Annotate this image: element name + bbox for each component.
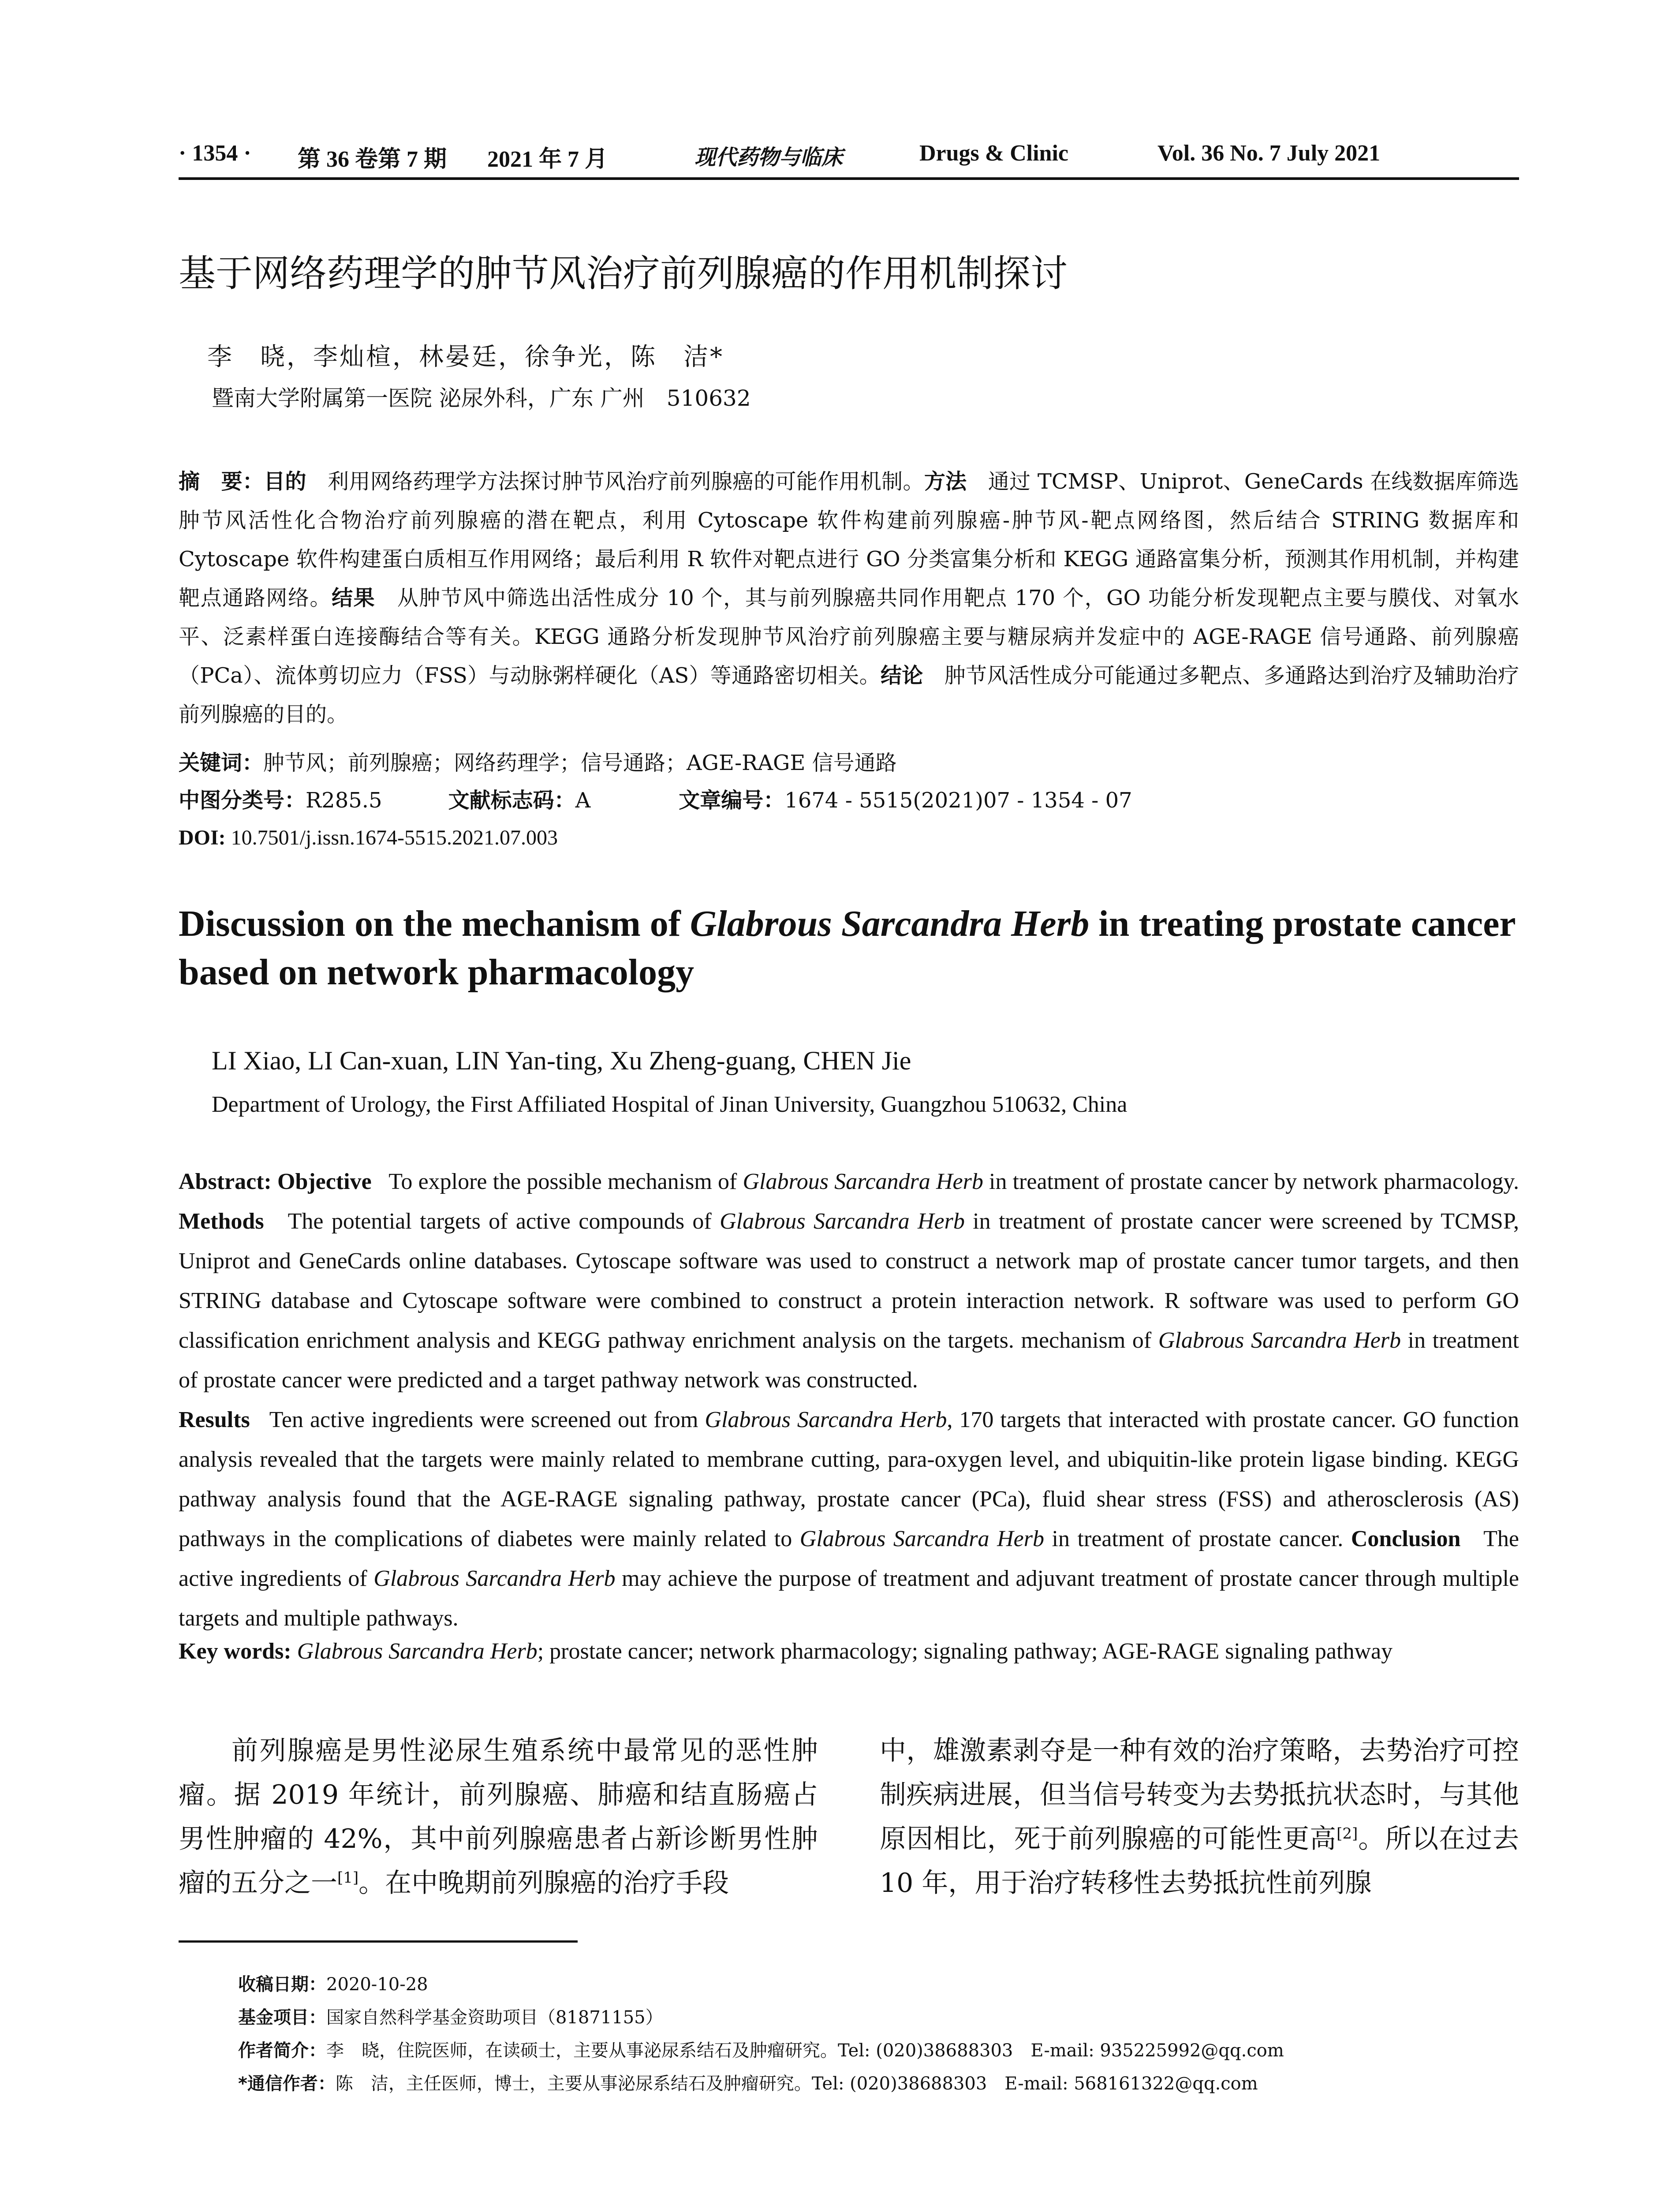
received-label: 收稿日期： [238,1974,326,1995]
herb-name: Glabrous Sarcandra Herb [720,1209,965,1234]
body-right-text-end: 。所以在过去 10 年，用于治疗转移性去势抵抗性前列腺 [880,1824,1519,1899]
clc-value: R285.5 [306,788,382,813]
article-no-value: 1674 - 5515(2021)07 - 1354 - 07 [784,788,1132,813]
doi-value[interactable]: 10.7501/j.issn.1674-5515.2021.07.003 [231,826,558,849]
body-right-text: 中，雄激素剥夺是一种有效的治疗策略，去势治疗可控制疾病进展，但当信号转变为去势抵抗状态时，与其他原因相比，死于前列腺癌的可能性更高 [880,1735,1519,1854]
objective-en-a: To explore the possible mechanism of [388,1169,743,1194]
body-left-text-end: 。在中晚期前列腺癌的治疗手段 [358,1868,729,1899]
footnote-author [238,2037,1284,2064]
date-cn: 2021 年 7 月 [487,147,608,172]
methods-cn: 通过 TCMSP、Uniprot、GeneCards 在线数据库筛选肿节风活性化合物治疗前列腺癌的潜在靶点，利用 Cytoscape 软件构建前列腺癌-肿节风-靶点网络图，然后结合 STRING 数据库和 Cytoscape 软件构建蛋白质相互作用网络；最后利用 R 软件对靶点进行 GO 分类富集分析和 KEGG 通路富集分析，预测其作用机制，并构建靶点通路网络。 [179,469,1519,610]
herb-name: Glabrous Sarcandra Herb [705,1407,947,1432]
body-column-right [880,1729,1519,1905]
herb-name: Glabrous Sarcandra Herb [743,1169,983,1194]
authors-cn: 李 晓，李灿楦，林晏廷，徐争光，陈 洁* [207,343,724,371]
methods-en-c: in treatment of prostate cancer were predicted and a target pathway network was constructed. [179,1328,1519,1393]
conclusion-cn-label: 结论 [880,663,923,688]
corresponding-text: 陈 洁，主任医师，博士，主要从事泌尿系结石及肿瘤研究。Tel: (020)38688303 E-mail: 568161322@qq.com [335,2074,1258,2094]
doc-code-value: A [575,788,591,813]
objective-cn-label: 目的 [264,469,306,494]
conclusion-cn: 肿节风活性成分可能通过多靶点、多通路达到治疗及辅助治疗前列腺癌的目的。 [179,663,1519,727]
footnote-received [238,1971,428,1998]
author-bio-text: 李 晓，住院医师，在读硕士，主要从事泌尿系结石及肿瘤研究。Tel: (020)38688303 E-mail: 935225992@qq.com [326,2041,1284,2061]
article-no-label: 文章编号： [679,788,785,813]
conclusion-en-a: The active ingredients of [179,1526,1519,1591]
results-cn-label: 结果 [332,586,376,610]
running-header [179,140,1519,180]
abstract-en [179,1162,1519,1638]
journal-name-en: Drugs & Clinic [919,141,1068,166]
methods-en-a: The potential targets of active compounds of [287,1209,720,1234]
methods-cn-label: 方法 [924,469,967,494]
keywords-cn-label: 关键词： [179,751,264,775]
citation-ref-2[interactable]: [2] [1337,1825,1358,1842]
footnote-corresponding [238,2070,1258,2097]
objective-en-label: Objective [277,1169,372,1194]
keywords-en-herb: Glabrous Sarcandra Herb [297,1639,538,1664]
methods-en-label: Methods [179,1209,264,1234]
doi-line [179,820,1519,856]
page-number: · 1354 · [179,141,251,166]
volume-issue-cn: 第 36 卷第 7 期 [298,147,447,172]
herb-name: Glabrous Sarcandra Herb [799,1526,1044,1551]
conclusion-en-label: Conclusion [1351,1526,1461,1551]
fund-label: 基金项目： [238,2007,326,2028]
keywords-en-label: Key words: [179,1639,291,1664]
title-cn: 基于网络药理学的肿节风治疗前列腺癌的作用机制探讨 [179,252,1068,295]
body-left-text: 前列腺癌是男性泌尿生殖系统中最常见的恶性肿瘤。据 2019 年统计，前列腺癌、肺癌和结直肠癌占男性肿瘤的 42%，其中前列腺癌患者占新诊断男性肿瘤的五分之一 [179,1735,818,1899]
title-en [179,900,1519,997]
clc-label: 中图分类号： [179,788,306,813]
volume-issue-en: Vol. 36 No. 7 July 2021 [1157,141,1381,166]
results-en-c: in treatment of prostate cancer. [1044,1526,1344,1551]
affiliation-en: Department of Urology, the First Affiliated Hospital of Jinan University, Guangzhou 510632, China [212,1092,1127,1117]
keywords-cn [179,745,1519,781]
abstract-cn [179,462,1519,734]
authors-en: LI Xiao, LI Can-xuan, LIN Yan-ting, Xu Zheng-guang, CHEN Jie [212,1046,911,1075]
journal-name-cn: 现代药物与临床 [694,145,843,170]
results-en-label: Results [179,1407,250,1432]
affiliation-cn: 暨南大学附属第一医院 泌尿外科，广东 广州 510632 [212,385,751,411]
fund-text: 国家自然科学基金资助项目（81871155） [326,2007,663,2028]
conclusion-en-b: may achieve the purpose of treatment and adjuvant treatment of prostate cancer through multiple targets and multiple pathways. [179,1566,1519,1631]
header-rule [179,177,1519,180]
results-cn: 从肿节风中筛选出活性成分 10 个，其与前列腺癌共同作用靶点 170 个，GO 功能分析发现靶点主要与膜伐、对氧水平、泛素样蛋白连接酶结合等有关。KEGG 通路分析发现肿节风治疗前列腺癌主要与糖尿病并发症中的 AGE-RAGE 信号通路、前列腺癌（PCa）、流体剪切应力（FSS）与动脉粥样硬化（AS）等通路密切相关。 [179,586,1519,688]
footnote-fund [238,2004,663,2031]
classification-line [179,783,1519,818]
corresponding-label: *通信作者： [238,2074,336,2094]
doi-label: DOI: [179,826,226,849]
objective-en-b: in treatment of prostate cancer by network pharmacology. [983,1169,1519,1194]
abstract-cn-label: 摘 要： [179,469,264,494]
title-en-herb: Glabrous Sarcandra Herb [690,903,1090,944]
title-en-part3: in treating prostate cancer based on network pharmacology [179,903,1516,993]
abstract-en-label: Abstract: [179,1169,272,1194]
title-en-part1: Discussion on the mechanism of [179,903,690,944]
author-bio-label: 作者简介： [238,2041,326,2061]
results-en-a: Ten active ingredients were screened out from [269,1407,705,1432]
herb-name: Glabrous Sarcandra Herb [1158,1328,1401,1353]
keywords-cn-text: 肿节风；前列腺癌；网络药理学；信号通路；AGE-RAGE 信号通路 [263,751,897,775]
keywords-en-rest: ; prostate cancer; network pharmacology; signaling pathway; AGE-RAGE signaling pathway [537,1639,1393,1664]
herb-name: Glabrous Sarcandra Herb [373,1566,616,1591]
body-column-left [179,1729,818,1905]
keywords-en [179,1634,1519,1669]
citation-ref-1[interactable]: [1] [337,1869,359,1887]
objective-cn: 利用网络药理学方法探讨肿节风治疗前列腺癌的可能作用机制。 [328,469,924,494]
methods-en-b: in treatment of prostate cancer were screened by TCMSP, Uniprot and GeneCards online databases. Cytoscape software was used to construct a network map of prostate cancer tumor targets, and then STRING database and Cytoscape software were combined to construct a protein interaction network. R software was used to perform GO classification enrichment analysis and KEGG pathway enrichment analysis on the targets. mechanism of [179,1209,1519,1353]
footnote-rule [179,1940,578,1943]
results-en-b: , 170 targets that interacted with prostate cancer. GO function analysis revealed that the targets were mainly related to membrane cutting, para-oxygen level, and ubiquitin-like protein ligase binding. KEGG pathway analysis found that the AGE-RAGE signaling pathway, prostate cancer (PCa), fluid shear stress (FSS) and atherosclerosis (AS) pathways in the complications of diabetes were mainly related to [179,1407,1519,1551]
doc-code-label: 文献标志码： [448,788,575,813]
received-date: 2020-10-28 [326,1974,428,1995]
